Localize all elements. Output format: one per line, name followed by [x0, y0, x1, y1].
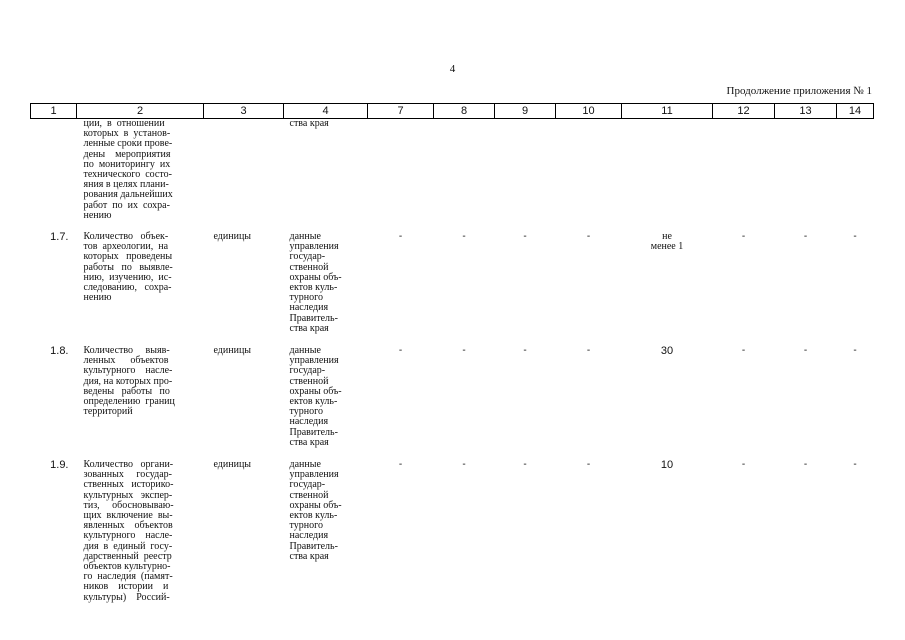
source-cell: [284, 230, 368, 344]
header-cell: 3: [204, 104, 284, 119]
page-number: 4: [449, 63, 456, 75]
indicator-name-line: территорий: [83, 406, 133, 418]
header-cell: 2: [77, 104, 204, 119]
value-col-13: -: [803, 459, 808, 470]
row-number: 1.9.: [50, 459, 69, 471]
indicator-name-line: ведены работы по: [83, 385, 170, 397]
indicator-name-line: по мониторингу их: [83, 158, 171, 170]
indicator-name-line: объектов культурно-: [83, 561, 171, 573]
indicator-name-line: дия, на которых про-: [83, 375, 173, 387]
source-cell-line: Правитель-: [289, 540, 338, 552]
value-col-9: -: [523, 231, 527, 242]
indicator-name-line: Количество выяв-: [83, 345, 170, 356]
value-col-10: [556, 119, 622, 231]
source-cell-line: охраны объ-: [289, 385, 342, 397]
indicator-name-line: ленных объектов: [83, 355, 169, 367]
header-cell: 11: [622, 104, 713, 119]
value-col-12: -: [741, 231, 746, 242]
source-cell-line: ства края: [289, 550, 329, 562]
source-cell-line: ектов куль-: [289, 282, 338, 294]
value-col-7: -: [398, 231, 403, 242]
value-col-8: -: [462, 231, 466, 242]
source-cell: [284, 119, 368, 231]
value-col-10: -: [586, 459, 591, 470]
header-cell: 12: [713, 104, 775, 119]
value-col-7: -: [398, 459, 403, 470]
value-col-13: -: [803, 345, 808, 356]
indicator-name-line: зованных государ-: [83, 469, 172, 481]
source-cell-line: ектов куль-: [289, 396, 338, 408]
indicator-name-line: культуры) Россий-: [83, 591, 170, 603]
source-cell-line: наследия: [289, 302, 329, 314]
value-col-11-line: 10: [660, 459, 674, 471]
value-col-11-line: не: [662, 231, 672, 242]
indicator-name-line: явленных объектов: [83, 520, 173, 532]
value-col-9: -: [523, 459, 527, 470]
row-number: 1.7.: [50, 231, 69, 243]
header-cell: 10: [556, 104, 622, 119]
indicator-name-line: ников истории и: [83, 581, 169, 593]
source-cell-line: ства края: [289, 322, 329, 334]
table-row: [31, 458, 874, 620]
value-col-11: [622, 119, 713, 231]
source-cell-line: наследия: [289, 416, 329, 428]
header-cell: 8: [434, 104, 495, 119]
header-cell: 7: [368, 104, 434, 119]
table-row: [31, 344, 874, 458]
indicator-name-line: технического состо-: [83, 169, 172, 181]
value-col-11: [622, 344, 713, 458]
indicator-name-line: Количество органи-: [83, 459, 174, 470]
source-cell: [284, 458, 368, 620]
indicator-name-line: тов археологии, на: [83, 241, 169, 253]
value-col-7: [368, 119, 434, 231]
value-col-11-line: 30: [660, 345, 674, 357]
source-cell-line: государ-: [289, 365, 326, 377]
source-cell-line: ектов куль-: [289, 510, 338, 522]
indicator-name: [77, 230, 204, 344]
indicator-name-line: нению: [83, 292, 112, 304]
indicator-name-line: Количество объек-: [83, 231, 169, 242]
indicator-name-line: культурного насле-: [83, 365, 173, 377]
unit-cell: единицы: [213, 345, 252, 356]
header-cell: 9: [495, 104, 556, 119]
indicator-name-line: культурного насле-: [83, 530, 173, 542]
indicator-name-line: культурных экспер-: [83, 489, 173, 501]
indicator-name-line: работ по их сохра-: [83, 199, 170, 211]
indicator-name-line: которых проведены: [83, 251, 173, 263]
value-col-8: -: [462, 345, 466, 356]
indicator-name-line: дены мероприятия: [83, 148, 171, 160]
source-cell-line: охраны объ-: [289, 271, 342, 283]
unit-cell: единицы: [213, 459, 252, 470]
indicator-name-line: го наследия (памят-: [83, 571, 173, 583]
value-col-12: -: [741, 345, 746, 356]
source-cell-line: управления: [289, 355, 339, 367]
source-cell-line: ственной: [289, 375, 329, 387]
source-cell-line: охраны объ-: [289, 499, 342, 511]
indicator-name-line: которых в установ-: [83, 128, 171, 140]
indicator-name-line: рования дальнейших: [83, 189, 173, 201]
indicator-name-line: ленные сроки прове-: [83, 138, 173, 150]
value-col-14: -: [853, 459, 857, 470]
source-cell-line: государ-: [289, 479, 326, 491]
unit-cell: единицы: [213, 231, 252, 242]
value-col-8: -: [462, 459, 466, 470]
value-col-10: -: [586, 231, 591, 242]
source-cell-line: ственной: [289, 489, 329, 501]
value-col-13: [775, 119, 837, 231]
row-number: 1.8.: [50, 345, 69, 357]
source-cell-line: данные: [289, 459, 321, 470]
indicator-name-line: нению: [83, 209, 112, 221]
value-col-12: [713, 119, 775, 231]
source-cell-line: управления: [289, 241, 339, 253]
source-cell-line: управления: [289, 469, 339, 481]
value-col-8: [434, 119, 495, 231]
source-cell-line: данные: [289, 231, 321, 242]
value-col-9: [495, 119, 556, 231]
indicator-name: [77, 458, 204, 620]
unit-cell: [204, 119, 284, 231]
source-cell-line: турного: [289, 520, 323, 532]
header-cell: 13: [775, 104, 837, 119]
value-col-12: -: [741, 459, 746, 470]
value-col-11-line: менее 1: [650, 241, 684, 253]
indicator-name: [77, 344, 204, 458]
header-row: [31, 104, 874, 119]
value-col-14: -: [853, 345, 857, 356]
value-col-11: [622, 458, 713, 620]
source-cell-line: государ-: [289, 251, 326, 263]
source-cell-line: наследия: [289, 530, 329, 542]
indicator-name-line: щих включение вы-: [83, 510, 173, 522]
value-col-14: [837, 119, 874, 231]
header-cell: 4: [284, 104, 368, 119]
source-cell-line: Правитель-: [289, 426, 338, 438]
source-cell: [284, 344, 368, 458]
source-cell-line: турного: [289, 406, 323, 418]
table-row: [31, 230, 874, 344]
indicators-table: [30, 103, 874, 620]
source-cell-line: ства края: [289, 436, 329, 448]
indicator-name: [77, 119, 204, 231]
source-cell-line: ственной: [289, 261, 329, 273]
row-number: [31, 119, 77, 231]
indicator-name-line: нию, изучению, ис-: [83, 271, 172, 283]
header-cell: 14: [837, 104, 874, 119]
indicator-name-line: дарственный реестр: [83, 550, 172, 562]
value-col-9: -: [523, 345, 527, 356]
source-cell-line: турного: [289, 292, 323, 304]
value-col-7: -: [398, 345, 403, 356]
source-cell-line: Правитель-: [289, 312, 338, 324]
value-col-10: -: [586, 345, 591, 356]
indicator-name-line: работы по выявле-: [83, 261, 173, 273]
indicator-name-line: ции, в отношении: [83, 118, 165, 129]
value-col-14: -: [853, 231, 857, 242]
continuation-caption: Продолжение приложения № 1: [726, 85, 872, 97]
header-cell: 1: [31, 104, 77, 119]
indicator-name-line: яния в целях плани-: [83, 179, 169, 191]
indicator-name-line: тиз, обосновываю-: [83, 499, 174, 511]
indicator-name-line: следованию, сохра-: [83, 282, 172, 294]
source-cell-line: данные: [289, 345, 321, 356]
source-cell-line: ства края: [289, 118, 329, 129]
indicator-name-line: определению границ: [83, 396, 175, 408]
indicator-name-line: ственных историко-: [83, 479, 174, 491]
value-col-13: -: [803, 231, 808, 242]
value-col-11: [622, 230, 713, 344]
indicator-name-line: дия в единый госу-: [83, 540, 173, 552]
table-row: [31, 119, 874, 231]
